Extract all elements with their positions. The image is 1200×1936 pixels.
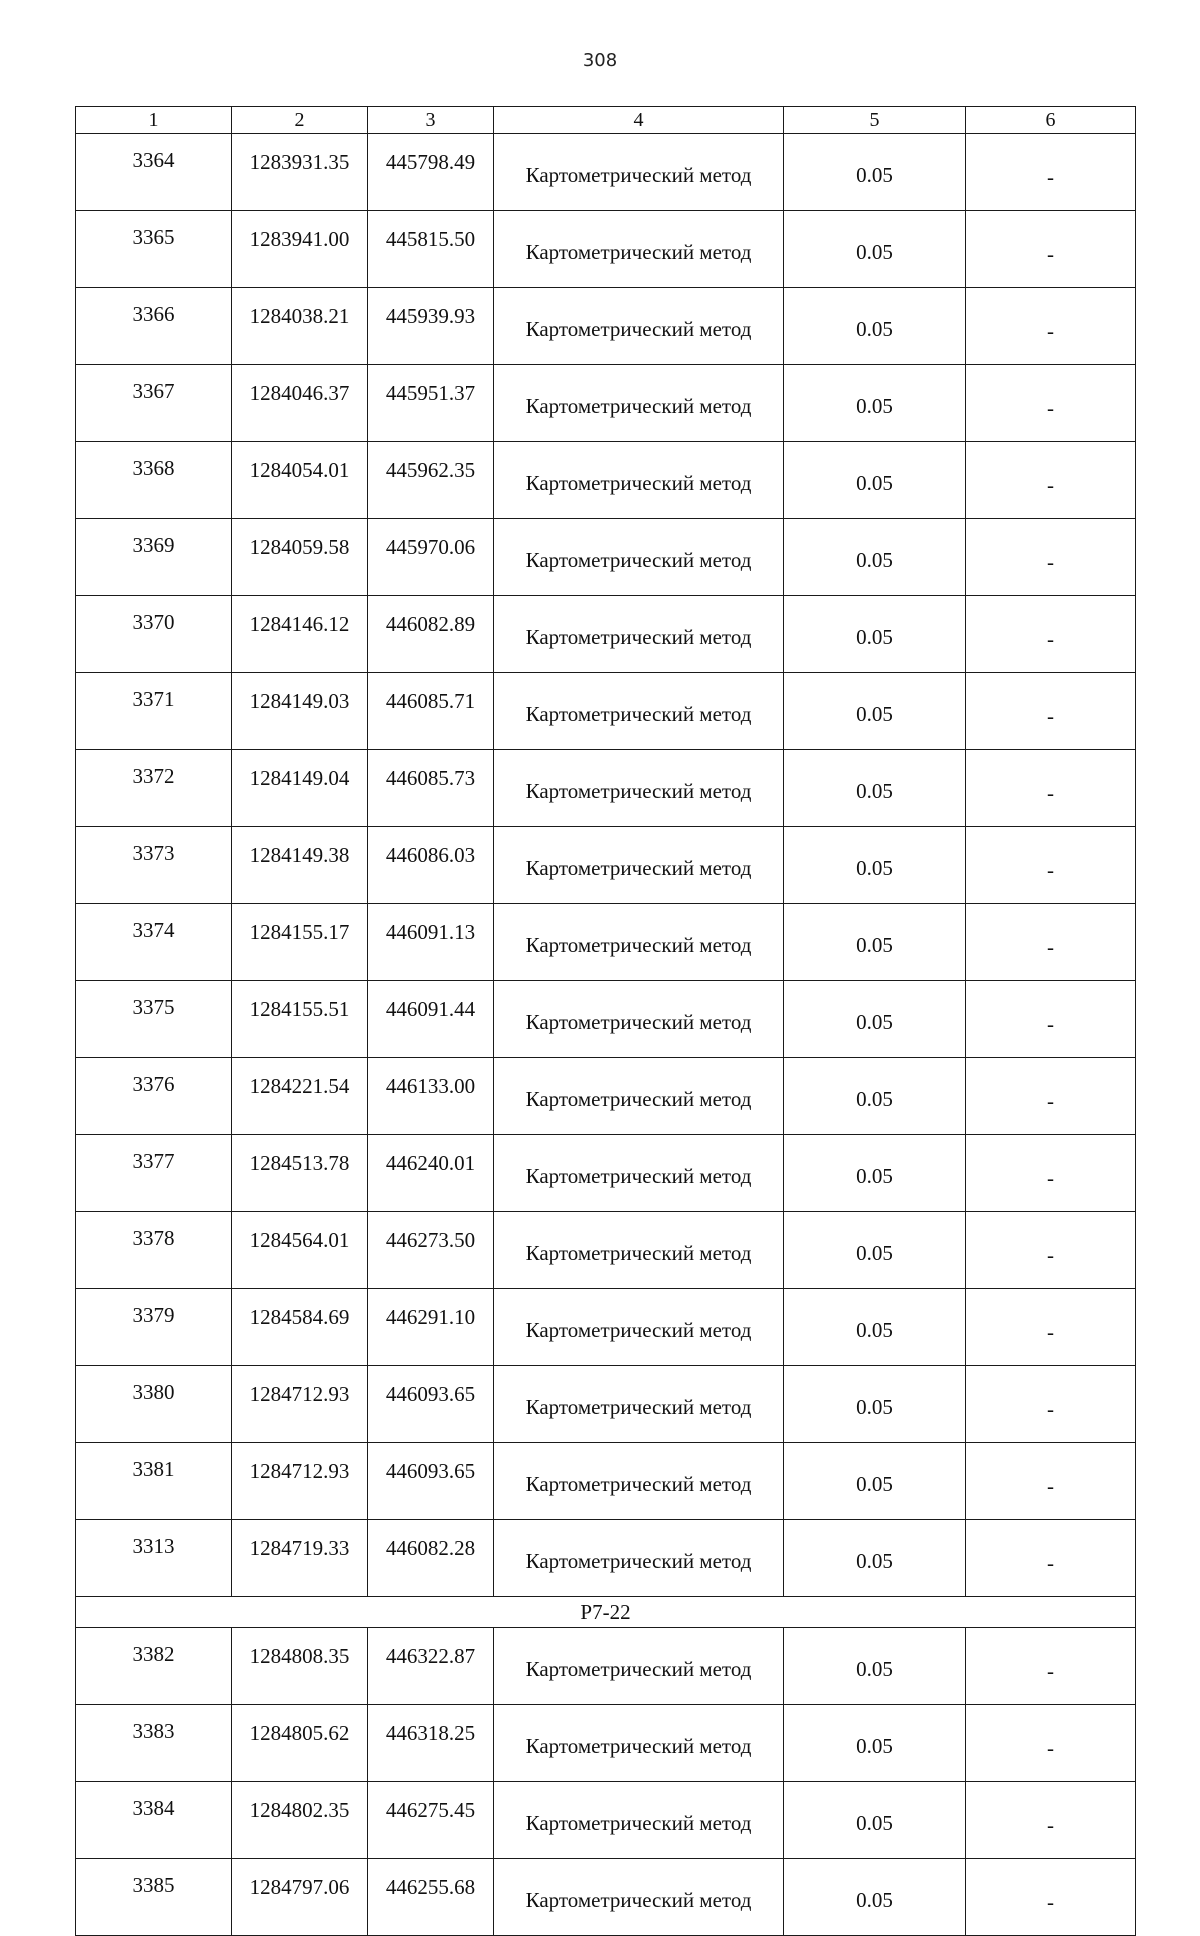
y-coordinate-cell: 446240.01 xyxy=(368,1135,494,1212)
method-cell: Картометрический метод xyxy=(494,673,784,750)
method-cell: Картометрический метод xyxy=(494,211,784,288)
description-cell: - xyxy=(966,1705,1136,1782)
description-cell: - xyxy=(966,1628,1136,1705)
point-number-cell: 3385 xyxy=(76,1859,232,1936)
method-cell: Картометрический метод xyxy=(494,1628,784,1705)
method-cell: Картометрический метод xyxy=(494,1443,784,1520)
column-header: 3 xyxy=(368,107,494,134)
x-coordinate-cell: 1284221.54 xyxy=(232,1058,368,1135)
y-coordinate-cell: 446255.68 xyxy=(368,1859,494,1936)
y-coordinate-cell: 446291.10 xyxy=(368,1289,494,1366)
column-header: 6 xyxy=(966,107,1136,134)
table-row xyxy=(76,1859,1136,1936)
precision-cell: 0.05 xyxy=(784,1212,966,1289)
point-number-cell: 3379 xyxy=(76,1289,232,1366)
point-number-cell: 3368 xyxy=(76,442,232,519)
point-number-cell: 3371 xyxy=(76,673,232,750)
table-row xyxy=(76,673,1136,750)
precision-cell: 0.05 xyxy=(784,134,966,211)
y-coordinate-cell: 446275.45 xyxy=(368,1782,494,1859)
x-coordinate-cell: 1284805.62 xyxy=(232,1705,368,1782)
description-cell: - xyxy=(966,1443,1136,1520)
method-cell: Картометрический метод xyxy=(494,1782,784,1859)
header-row xyxy=(76,107,1136,134)
y-coordinate-cell: 446133.00 xyxy=(368,1058,494,1135)
method-cell: Картометрический метод xyxy=(494,827,784,904)
method-cell: Картометрический метод xyxy=(494,519,784,596)
x-coordinate-cell: 1284155.51 xyxy=(232,981,368,1058)
x-coordinate-cell: 1284808.35 xyxy=(232,1628,368,1705)
point-number-cell: 3367 xyxy=(76,365,232,442)
description-cell: - xyxy=(966,442,1136,519)
x-coordinate-cell: 1284564.01 xyxy=(232,1212,368,1289)
precision-cell: 0.05 xyxy=(784,365,966,442)
precision-cell: 0.05 xyxy=(784,1058,966,1135)
table-row xyxy=(76,1135,1136,1212)
x-coordinate-cell: 1284712.93 xyxy=(232,1366,368,1443)
method-cell: Картометрический метод xyxy=(494,1366,784,1443)
precision-cell: 0.05 xyxy=(784,288,966,365)
table-row xyxy=(76,1705,1136,1782)
point-number-cell: 3364 xyxy=(76,134,232,211)
description-cell: - xyxy=(966,827,1136,904)
table-row xyxy=(76,1212,1136,1289)
method-cell: Картометрический метод xyxy=(494,1135,784,1212)
method-cell: Картометрический метод xyxy=(494,1859,784,1936)
y-coordinate-cell: 446318.25 xyxy=(368,1705,494,1782)
y-coordinate-cell: 445815.50 xyxy=(368,211,494,288)
y-coordinate-cell: 446091.13 xyxy=(368,904,494,981)
x-coordinate-cell: 1284046.37 xyxy=(232,365,368,442)
precision-cell: 0.05 xyxy=(784,827,966,904)
point-number-cell: 3365 xyxy=(76,211,232,288)
table-row xyxy=(76,288,1136,365)
description-cell: - xyxy=(966,1289,1136,1366)
x-coordinate-cell: 1283931.35 xyxy=(232,134,368,211)
precision-cell: 0.05 xyxy=(784,1628,966,1705)
method-cell: Картометрический метод xyxy=(494,1705,784,1782)
description-cell: - xyxy=(966,673,1136,750)
coordinates-table-container xyxy=(75,106,1135,1936)
table-body xyxy=(76,107,1136,1936)
precision-cell: 0.05 xyxy=(784,1782,966,1859)
description-cell: - xyxy=(966,365,1136,442)
description-cell: - xyxy=(966,288,1136,365)
x-coordinate-cell: 1284149.04 xyxy=(232,750,368,827)
point-number-cell: 3378 xyxy=(76,1212,232,1289)
y-coordinate-cell: 446093.65 xyxy=(368,1443,494,1520)
point-number-cell: 3373 xyxy=(76,827,232,904)
y-coordinate-cell: 446091.44 xyxy=(368,981,494,1058)
table-row xyxy=(76,1628,1136,1705)
precision-cell: 0.05 xyxy=(784,1366,966,1443)
point-number-cell: 3374 xyxy=(76,904,232,981)
description-cell: - xyxy=(966,596,1136,673)
y-coordinate-cell: 446093.65 xyxy=(368,1366,494,1443)
table-row xyxy=(76,1443,1136,1520)
table-row xyxy=(76,1520,1136,1597)
precision-cell: 0.05 xyxy=(784,519,966,596)
point-number-cell: 3380 xyxy=(76,1366,232,1443)
y-coordinate-cell: 446082.28 xyxy=(368,1520,494,1597)
method-cell: Картометрический метод xyxy=(494,1520,784,1597)
precision-cell: 0.05 xyxy=(784,750,966,827)
point-number-cell: 3313 xyxy=(76,1520,232,1597)
method-cell: Картометрический метод xyxy=(494,904,784,981)
description-cell: - xyxy=(966,211,1136,288)
table-row xyxy=(76,365,1136,442)
method-cell: Картометрический метод xyxy=(494,1289,784,1366)
table-row xyxy=(76,750,1136,827)
description-cell: - xyxy=(966,1859,1136,1936)
table-row xyxy=(76,1366,1136,1443)
method-cell: Картометрический метод xyxy=(494,134,784,211)
section-row xyxy=(76,1597,1136,1628)
precision-cell: 0.05 xyxy=(784,1520,966,1597)
description-cell: - xyxy=(966,904,1136,981)
column-header: 2 xyxy=(232,107,368,134)
description-cell: - xyxy=(966,1212,1136,1289)
column-header: 5 xyxy=(784,107,966,134)
x-coordinate-cell: 1284584.69 xyxy=(232,1289,368,1366)
precision-cell: 0.05 xyxy=(784,1705,966,1782)
table-row xyxy=(76,211,1136,288)
x-coordinate-cell: 1284712.93 xyxy=(232,1443,368,1520)
precision-cell: 0.05 xyxy=(784,442,966,519)
table-row xyxy=(76,827,1136,904)
x-coordinate-cell: 1283941.00 xyxy=(232,211,368,288)
method-cell: Картометрический метод xyxy=(494,1058,784,1135)
table-row xyxy=(76,442,1136,519)
method-cell: Картометрический метод xyxy=(494,750,784,827)
y-coordinate-cell: 445951.37 xyxy=(368,365,494,442)
method-cell: Картометрический метод xyxy=(494,1212,784,1289)
precision-cell: 0.05 xyxy=(784,596,966,673)
description-cell: - xyxy=(966,1520,1136,1597)
description-cell: - xyxy=(966,134,1136,211)
coordinates-table xyxy=(75,106,1136,1936)
x-coordinate-cell: 1284149.38 xyxy=(232,827,368,904)
y-coordinate-cell: 446086.03 xyxy=(368,827,494,904)
point-number-cell: 3377 xyxy=(76,1135,232,1212)
y-coordinate-cell: 445970.06 xyxy=(368,519,494,596)
table-row xyxy=(76,1782,1136,1859)
x-coordinate-cell: 1284513.78 xyxy=(232,1135,368,1212)
y-coordinate-cell: 446085.73 xyxy=(368,750,494,827)
precision-cell: 0.05 xyxy=(784,1859,966,1936)
y-coordinate-cell: 446085.71 xyxy=(368,673,494,750)
point-number-cell: 3381 xyxy=(76,1443,232,1520)
precision-cell: 0.05 xyxy=(784,1289,966,1366)
description-cell: - xyxy=(966,1782,1136,1859)
method-cell: Картометрический метод xyxy=(494,288,784,365)
method-cell: Картометрический метод xyxy=(494,442,784,519)
table-row xyxy=(76,519,1136,596)
x-coordinate-cell: 1284146.12 xyxy=(232,596,368,673)
x-coordinate-cell: 1284719.33 xyxy=(232,1520,368,1597)
x-coordinate-cell: 1284797.06 xyxy=(232,1859,368,1936)
point-number-cell: 3366 xyxy=(76,288,232,365)
y-coordinate-cell: 445939.93 xyxy=(368,288,494,365)
description-cell: - xyxy=(966,1135,1136,1212)
column-header: 1 xyxy=(76,107,232,134)
point-number-cell: 3383 xyxy=(76,1705,232,1782)
x-coordinate-cell: 1284802.35 xyxy=(232,1782,368,1859)
x-coordinate-cell: 1284038.21 xyxy=(232,288,368,365)
method-cell: Картометрический метод xyxy=(494,596,784,673)
point-number-cell: 3369 xyxy=(76,519,232,596)
table-row xyxy=(76,596,1136,673)
precision-cell: 0.05 xyxy=(784,211,966,288)
method-cell: Картометрический метод xyxy=(494,981,784,1058)
point-number-cell: 3382 xyxy=(76,1628,232,1705)
point-number-cell: 3370 xyxy=(76,596,232,673)
x-coordinate-cell: 1284054.01 xyxy=(232,442,368,519)
precision-cell: 0.05 xyxy=(784,1443,966,1520)
table-row xyxy=(76,904,1136,981)
table-row xyxy=(76,981,1136,1058)
description-cell: - xyxy=(966,1058,1136,1135)
y-coordinate-cell: 446082.89 xyxy=(368,596,494,673)
description-cell: - xyxy=(966,519,1136,596)
point-number-cell: 3376 xyxy=(76,1058,232,1135)
point-number-cell: 3375 xyxy=(76,981,232,1058)
column-header: 4 xyxy=(494,107,784,134)
precision-cell: 0.05 xyxy=(784,904,966,981)
x-coordinate-cell: 1284059.58 xyxy=(232,519,368,596)
table-row xyxy=(76,1289,1136,1366)
method-cell: Картометрический метод xyxy=(494,365,784,442)
y-coordinate-cell: 445962.35 xyxy=(368,442,494,519)
table-row xyxy=(76,134,1136,211)
page-number: 308 xyxy=(582,50,618,71)
y-coordinate-cell: 446273.50 xyxy=(368,1212,494,1289)
y-coordinate-cell: 445798.49 xyxy=(368,134,494,211)
description-cell: - xyxy=(966,750,1136,827)
x-coordinate-cell: 1284149.03 xyxy=(232,673,368,750)
y-coordinate-cell: 446322.87 xyxy=(368,1628,494,1705)
precision-cell: 0.05 xyxy=(784,981,966,1058)
precision-cell: 0.05 xyxy=(784,673,966,750)
precision-cell: 0.05 xyxy=(784,1135,966,1212)
description-cell: - xyxy=(966,981,1136,1058)
section-label: Р7-22 xyxy=(76,1597,1136,1628)
point-number-cell: 3384 xyxy=(76,1782,232,1859)
point-number-cell: 3372 xyxy=(76,750,232,827)
description-cell: - xyxy=(966,1366,1136,1443)
x-coordinate-cell: 1284155.17 xyxy=(232,904,368,981)
table-row xyxy=(76,1058,1136,1135)
